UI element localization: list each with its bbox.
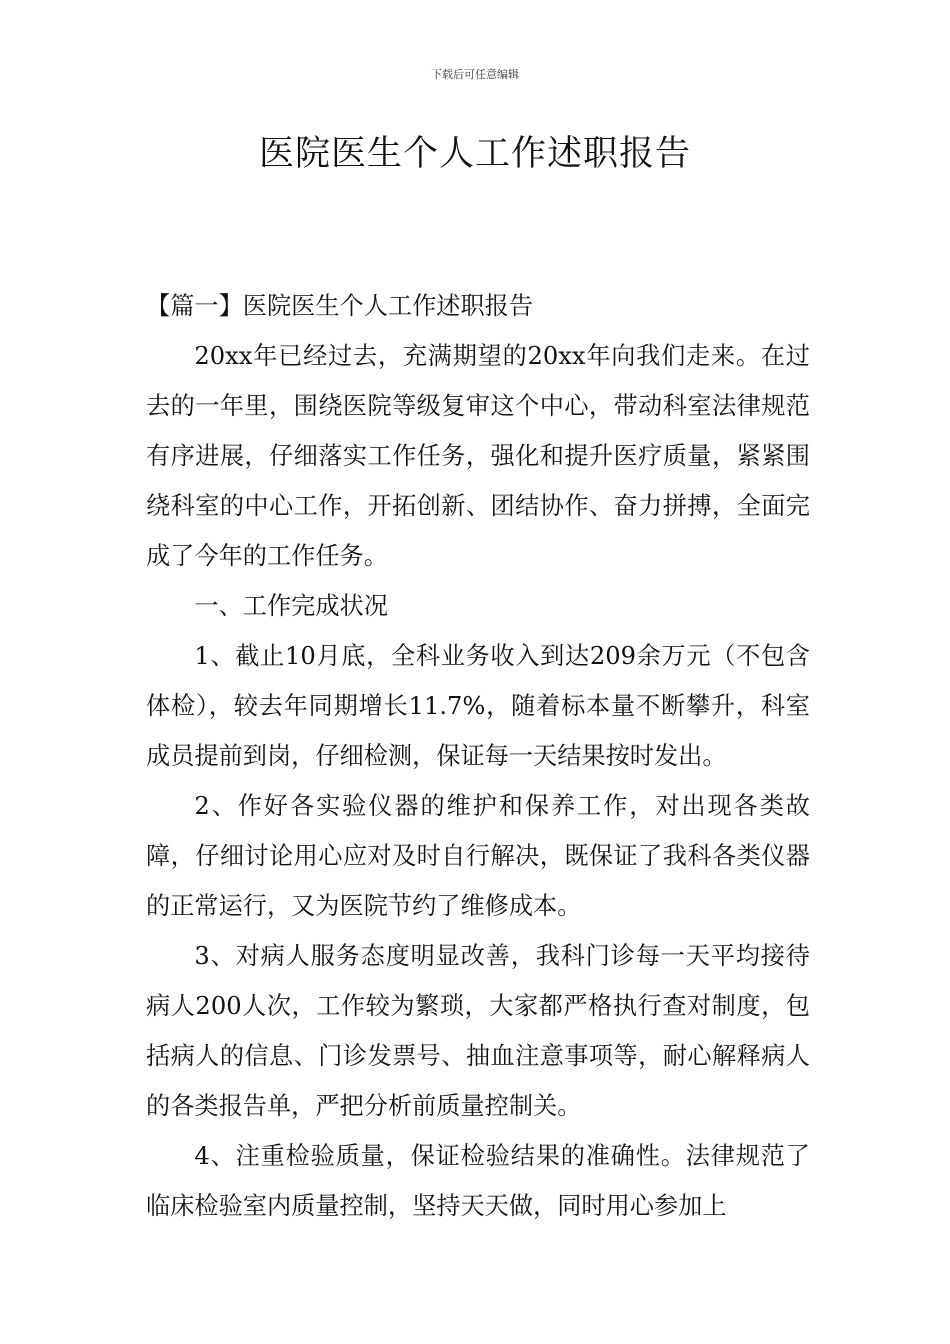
document-title: 医院医生个人工作述职报告	[258, 134, 691, 174]
paragraph-intro: 20xx年已经过去，充满期望的20xx年向我们走来。在过去的一年里，围绕医院等级复审这个中心，带动科室法律规范有序进展，仔细落实工作任务，强化和提升医疗质量，紧紧围绕科室的中心工作，开拓创新、团结协作、奋力拼搏，全面完成了今年的工作任务。	[146, 342, 810, 570]
header-note: 下载后可任意编辑	[431, 68, 519, 81]
document-body	[146, 281, 810, 1231]
paragraph-item-3: 3、对病人服务态度明显改善，我科门诊每一天平均接待病人200人次，工作较为繁琐，大家都严格执行查对制度，包括病人的信息、门诊发票号、抽血注意事项等，耐心解释病人的各类报告单，严把分析前质量控制关。	[146, 942, 810, 1120]
paragraph-item-1: 1、截止10月底，全科业务收入到达209余万元（不包含体检），较去年同期增长11.7%，随着标本量不断攀升，科室成员提前到岗，仔细检测，保证每一天结果按时发出。	[146, 642, 810, 770]
subheading-work-status: 一、工作完成状况	[194, 592, 388, 620]
paragraph-item-2: 2、作好各实验仪器的维护和保养工作，对出现各类故障，仔细讨论用心应对及时自行解决，既保证了我科各类仪器的正常运行，又为医院节约了维修成本。	[146, 792, 810, 920]
section-heading: 【篇一】医院医生个人工作述职报告	[146, 292, 534, 320]
paragraph-item-4: 4、注重检验质量，保证检验结果的准确性。法律规范了临床检验室内质量控制，坚持天天做，同时用心参加上	[146, 1142, 810, 1220]
